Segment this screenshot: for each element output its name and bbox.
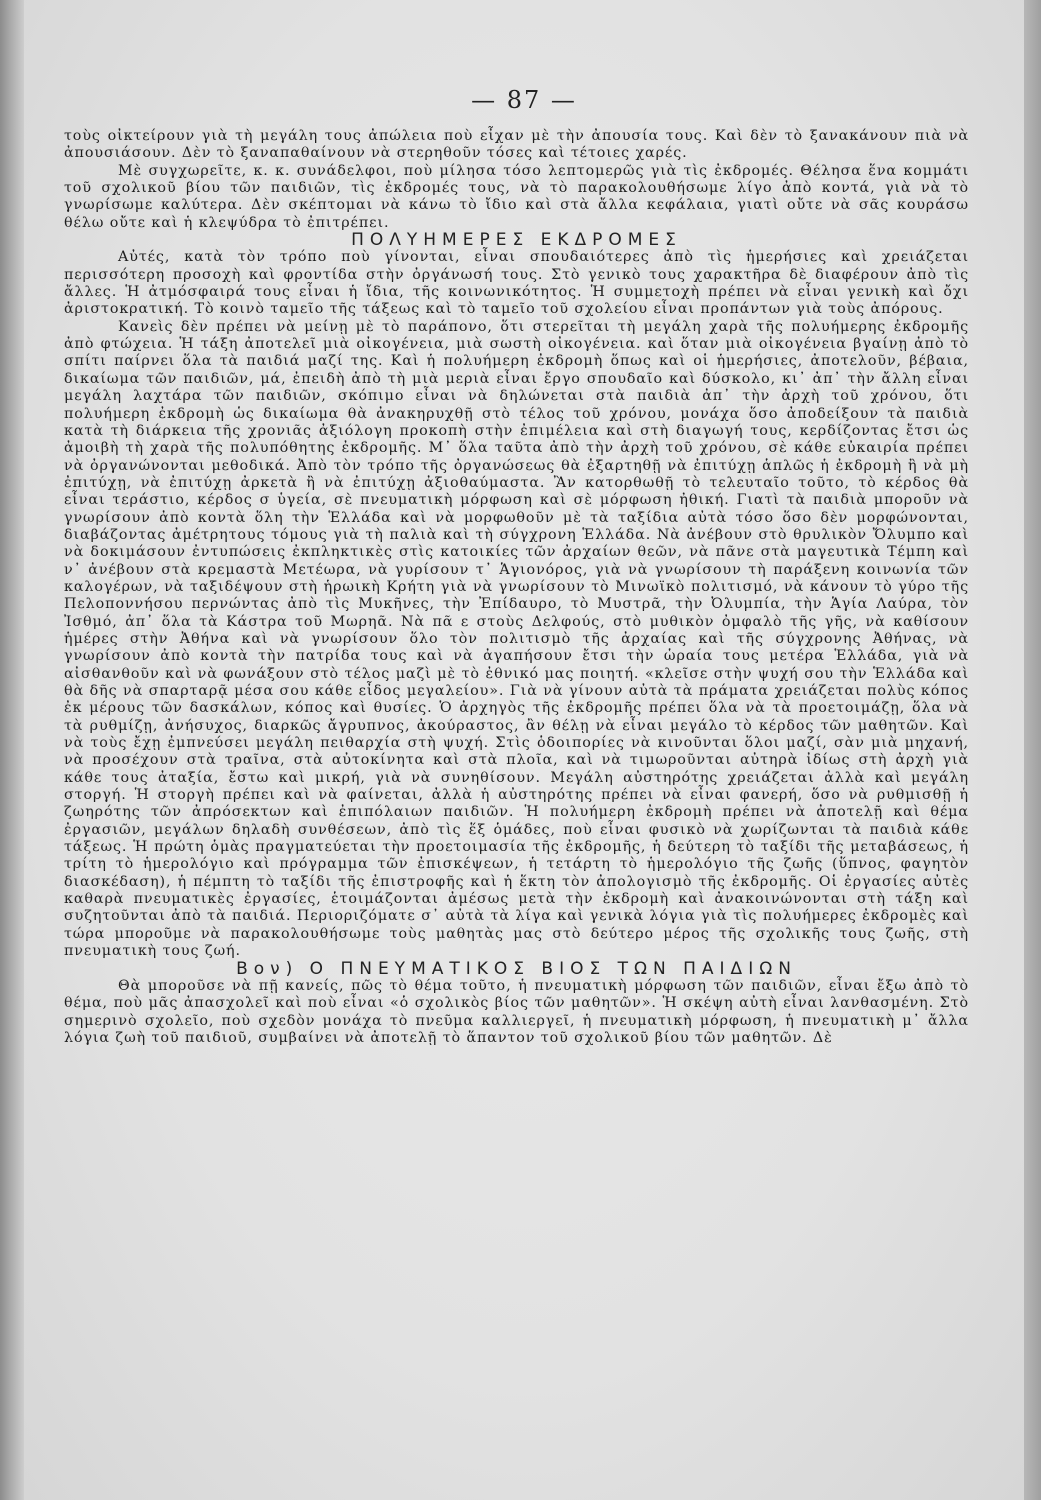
paragraph-apology: Μὲ συγχωρεῖτε, κ. κ. συνάδελφοι, ποὺ μίλησα τόσο λεπτομερῶς γιὰ τὶς ἐκδρομές. Θέλησα ἕνα κομμάτι τοῦ σχολικοῦ βίου τῶν παιδιῶν, τὶς ἐκδρομές τους, νὰ τὸ παρακολουθήσωμε λίγο ἀπὸ κοντά, γιὰ νὰ τὸ γνωρίσωμε καλύτερα. Δὲν σκέπτομαι νὰ κάνω τὸ ἴδιο καὶ στὰ ἄλλα κεφάλαια, γιατὶ οὔτε νὰ σᾶς κουράσω θέλω οὔτε καὶ ἡ κλεψύδρα τὸ ἐπιτρέπει. <box>64 162 969 231</box>
paragraph-spiritual-life: Θὰ μποροῦσε νὰ πῇ κανείς, πῶς τὸ θέμα τοῦτο, ἡ πνευματικὴ μόρφωση τῶν παιδιῶν, εἶναι ἔξω ἀπὸ τὸ θέμα, ποὺ μᾶς ἀπασχολεῖ καὶ ποὺ εἶναι «ὁ σχολικὸς βίος τῶν μαθητῶν». Ἡ σκέψη αὐτὴ εἶναι λανθασμένη. Στὸ σημερινὸ σχολεῖο, ποὺ σχεδὸν μονάχα τὸ πνεῦμα καλλιεργεῖ, ἡ πνευματικὴ μόρφωση, ἡ πνευματικὴ μ᾿ ἄλλα λόγια ζωὴ τοῦ παιδιοῦ, συμβαίνει νὰ ἀποτελῇ τὸ ἅπαντον τοῦ σχολικοῦ βίου τῶν μαθητῶν. Δὲ <box>64 977 969 1046</box>
book-page <box>24 0 1024 1500</box>
section-heading-multi-day-trips: ΠΟΛΥΗΜΕΡΕΣ ΕΚΔΡΟΜΕΣ <box>351 230 682 251</box>
section-heading-spiritual-life: Βον) Ο ΠΝΕΥΜΑΤΙΚΟΣ ΒΙΟΣ ΤΩΝ ΠΑΙΔΙΩΝ <box>236 958 797 979</box>
paragraph-continued: τοὺς οἰκτείρουν γιὰ τὴ μεγάλη τους ἀπώλεια ποὺ εἶχαν μὲ τὴν ἀπουσία τους. Καὶ δὲν τὸ ξανακάνουν πιὰ νὰ ἀπουσιάσουν. Δὲν τὸ ξαναπαθαίνουν νὰ στερηθοῦν τόσες καὶ τέτοιες χαρές. <box>64 128 969 162</box>
paragraph-multi-day-intro: Αὐτές, κατὰ τὸν τρόπο ποὺ γίνονται, εἶναι σπουδαιότερες ἀπὸ τὶς ἡμερήσιες καὶ χρειάζεται περισσότερη προσοχὴ καὶ φροντίδα στὴν ὀργάνωσή τους. Στὸ γενικὸ τους χαρακτῆρα δὲ διαφέρουν ἀπὸ τὶς ἄλλες. Ἡ ἀτμόσφαιρά τους εἶναι ἡ ἴδια, τῆς κοινωνικότητος. Ἡ συμμετοχὴ πρέπει νὰ εἶναι γενικὴ καὶ ὄχι ἀριστοκρατική. Τὸ κοινὸ ταμεῖο τῆς τάξεως καὶ τὸ ταμεῖο τοῦ σχολείου εἶναι προπάντων γιὰ τοὺς ἀπόρους. <box>64 249 969 318</box>
page-body <box>64 128 969 1047</box>
paragraph-multi-day-details: Κανεὶς δὲν πρέπει νὰ μείνῃ μὲ τὸ παράπονο, ὅτι στερεῖται τὴ μεγάλη χαρὰ τῆς πολυήμερης ἐκδρομῆς ἀπὸ φτώχεια. Ἡ τάξη ἀποτελεῖ μιὰ οἰκογένεια, μιὰ σωστὴ οἰκογένεια. καὶ ὅταν μιὰ οἰκογένεια βγαίνῃ ἀπὸ τὸ σπίτι παίρνει ὅλα τὰ παιδιά μαζί της. Καὶ ἡ πολυήμερη ἐκδρομὴ ὅπως καὶ οἱ ἡμερήσιες, ἀποτελοῦν, βέβαια, δικαίωμα τῶν παιδιῶν, μά, ἐπειδὴ ἀπὸ τὴ μιὰ μεριὰ εἶναι ἔργο σπουδαῖο καὶ δύσκολο, κι᾿ ἀπ᾿ τὴν ἄλλη εἶναι μεγάλη λαχτάρα τῶν παιδιῶν, σκόπιμο εἶναι νὰ δηλώνεται στὰ παιδιὰ ἀπ᾿ τὴν ἀρχὴ τοῦ χρόνου, ὅτι πολυήμερη ἐκδρομὴ ὡς δικαίωμα θὰ ἀνακηρυχθῇ στὸ τέλος τοῦ χρόνου, μονάχα ὅσο ἀποδείξουν τὰ παιδιὰ κατὰ τὴ διάρκεια τῆς χρονιᾶς ἀξιόλογη προκοπὴ στὴν ἐπιμέλεια καὶ στὴ διαγωγή τους, κερδίζοντας ἔτσι ὡς ἀμοιβὴ τὴ χαρὰ τῆς πολυπόθητης ἐκδρομῆς. Μ᾿ ὅλα ταῦτα ἀπὸ τὴν ἀρχὴ τοῦ χρόνου, σὲ κάθε εὐκαιρία πρέπει νὰ ὀργανώνονται μεθοδικά. Ἀπὸ τὸν τρόπο τῆς ὀργανώσεως θὰ ἐξαρτηθῇ νὰ ἐπιτύχῃ ἁπλῶς ἡ ἐκδρομὴ ἢ νὰ μὴ ἐπιτύχῃ, νὰ ἐπιτύχῃ ἀρκετὰ ἢ νὰ ἐπιτύχῃ ἀξιοθαύμαστα. Ἂν κατορθωθῇ τὸ τελευταῖο τοῦτο, τὸ κέρδος θὰ εἶναι τεράστιο, κέρδος σ ὑγεία, σὲ πνευματικὴ μόρφωση καὶ σὲ μόρφωση ἠθική. Γιατὶ τὰ παιδιὰ μποροῦν νὰ γνωρίσουν ἀπὸ κοντὰ ὅλη τὴν Ἑλλάδα καὶ νὰ μορφωθοῦν μὲ τὰ ταξίδια αὐτὰ τόσο ὅσο δὲν μορφώνονται, διαβάζοντας ἀμέτρητους τόμους γιὰ τὴ παλιὰ καὶ τὴ σύγχρονη Ἑλλάδα. Νὰ ἀνέβουν στὸ θρυλικὸν Ὄλυμπο καὶ νὰ δοκιμάσουν ἐντυπώσεις ἐκπληκτικὲς στὶς κατοικίες τῶν ἀρχαίων θεῶν, νὰ πᾶνε στὰ μαγευτικὰ Τέμπη καὶ ν᾿ ἀνέβουν στὰ κρεμαστὰ Μετέωρα, νὰ γυρίσουν τ᾿ Ἁγιονόρος, γιὰ νὰ γνωρίσουν τὴ παράξενη κοινωνία τῶν καλογέρων, νὰ ταξιδέψουν στὴ ἡρωικὴ Κρήτη γιὰ νὰ γνωρίσουν τὸ Μινωϊκὸ πολιτισμό, νὰ κάνουν τὸ γύρο τῆς Πελοποννήσου περνώντας ἀπὸ τὶς Μυκῆνες, τὴν Ἐπίδαυρο, τὸ Μυστρᾶ, τὴν Ὀλυμπία, τὴν Ἁγία Λαύρα, τὸν Ἰσθμό, ἀπ᾿ ὅλα τὰ Κάστρα τοῦ Μωρηᾶ. Νὰ πᾶ ε στοὺς Δελφούς, στὸ μυθικὸν ὀμφαλὸ τῆς γῆς, νὰ καθίσουν ἡμέρες στὴν Ἀθήνα καὶ νὰ γνωρίσουν ὅλο τὸν πολιτισμὸ τῆς ἀρχαίας καὶ τῆς σύγχρονης Ἀθήνας, νὰ γνωρίσουν ἀπὸ κοντὰ τὴν πατρίδα τους καὶ νὰ ἀγαπήσουν ἔτσι τὴν ὡραία τους μετέρα Ἑλλάδα, γιὰ νὰ αἰσθανθοῦν καὶ νὰ φωνάξουν στὸ τέλος μαζὶ μὲ τὸ ἐθνικό μας ποιητή. «κλεῖσε στὴν ψυχή σου τὴν Ἑλλάδα καὶ θὰ δῆς νὰ σπαρταρᾷ μέσα σου κάθε εἶδος μεγαλείου». Γιὰ νὰ γίνουν αὐτὰ τὰ πράματα χρειάζεται πολὺς κόπος ἐκ μέρους τῶν δασκάλων, κόπος καὶ θυσίες. Ὁ ἀρχηγὸς τῆς ἐκδρομῆς πρέπει ὅλα νὰ τὰ προετοιμάζῃ, ὅλα νὰ τὰ ρυθμίζῃ, ἀνήσυχος, διαρκῶς ἄγρυπνος, ἀκούραστος, ἂν θέλῃ νὰ εἶναι μεγάλο τὸ κέρδος τῶν μαθητῶν. Καὶ νὰ τοὺς ἔχῃ ἐμπνεύσει μεγάλη πειθαρχία στὴ ψυχή. Στὶς ὁδοιπορίες νὰ κινοῦνται ὅλοι μαζί, σὰν μιὰ μηχανή, νὰ προσέχουν στὰ τραῖνα, στὰ αὐτοκίνητα καὶ στὰ πλοῖα, καὶ νὰ τιμωροῦνται αὐτηρὰ ἰδίως στὴ ἀρχὴ γιὰ κάθε τους ἀταξία, ἔστω καὶ μικρή, γιὰ νὰ συνηθίσουν. Μεγάλη αὐστηρότης χρειάζεται ἀλλὰ καὶ μεγάλη στοργή. Ἡ στοργὴ πρέπει καὶ νὰ φαίνεται, ἀλλὰ ἡ αὐστηρότης πρέπει νὰ εἶναι φανερή, ὅσο νὰ ρυθμισθῇ ἡ ζωηρότης τῶν ἀπρόσεκτων καὶ ἐπιπόλαιων παιδιῶν. Ἡ πολυήμερη ἐκδρομὴ πρέπει νὰ ἀποτελῇ καὶ θέμα ἐργασιῶν, μεγάλων δηλαδὴ συνθέσεων, ἀπὸ τὶς ἕξ ὁμάδες, ποὺ εἶναι φυσικὸ νὰ χωρίζωνται τὰ παιδιὰ κάθε τάξεως. Ἡ πρώτη ὁμὰς πραγματεύεται τὴν προετοιμασία τῆς ἐκδρομῆς, ἡ δεύτερη τὸ ταξίδι τῆς μεταβάσεως, ἡ τρίτη τὸ ἡμερολόγιο καὶ πρόγραμμα τῶν ἐπισκέψεων, ἡ τετάρτη τὸ ἡμερολόγιο τῆς ζωῆς (ὕπνος, φαγητὸν διασκέδαση), ἡ πέμπτη τὸ ταξίδι τῆς ἐπιστροφῆς καὶ ἡ ἕκτη τὸν ἀπολογισμὸ τῆς ἐκδρομῆς. Οἱ ἐργασίες αὐτὲς καθαρὰ πνευματικὲς ἐργασίες, ἑτοιμάζονται ἀμέσως μετὰ τὴν ἐκδρομὴ καὶ ἀνακοινώνονται στὴ τάξη καὶ συζητοῦνται ἀπὸ τὰ παιδιά. Περιοριζόματε σ᾿ αὐτὰ τὰ λίγα καὶ γενικὰ λόγια γιὰ τὶς πολυήμερες ἐκδρομὲς καὶ τώρα μποροῦμε νὰ παρακολουθήσωμε τοὺς μαθητὰς μας στὸ δεύτερο μέρος τῆς σχολικῆς τους ζωῆς, στὴ πνευματικὴ τους ζωή. <box>64 318 969 960</box>
page-number: — 87 — <box>471 86 577 114</box>
